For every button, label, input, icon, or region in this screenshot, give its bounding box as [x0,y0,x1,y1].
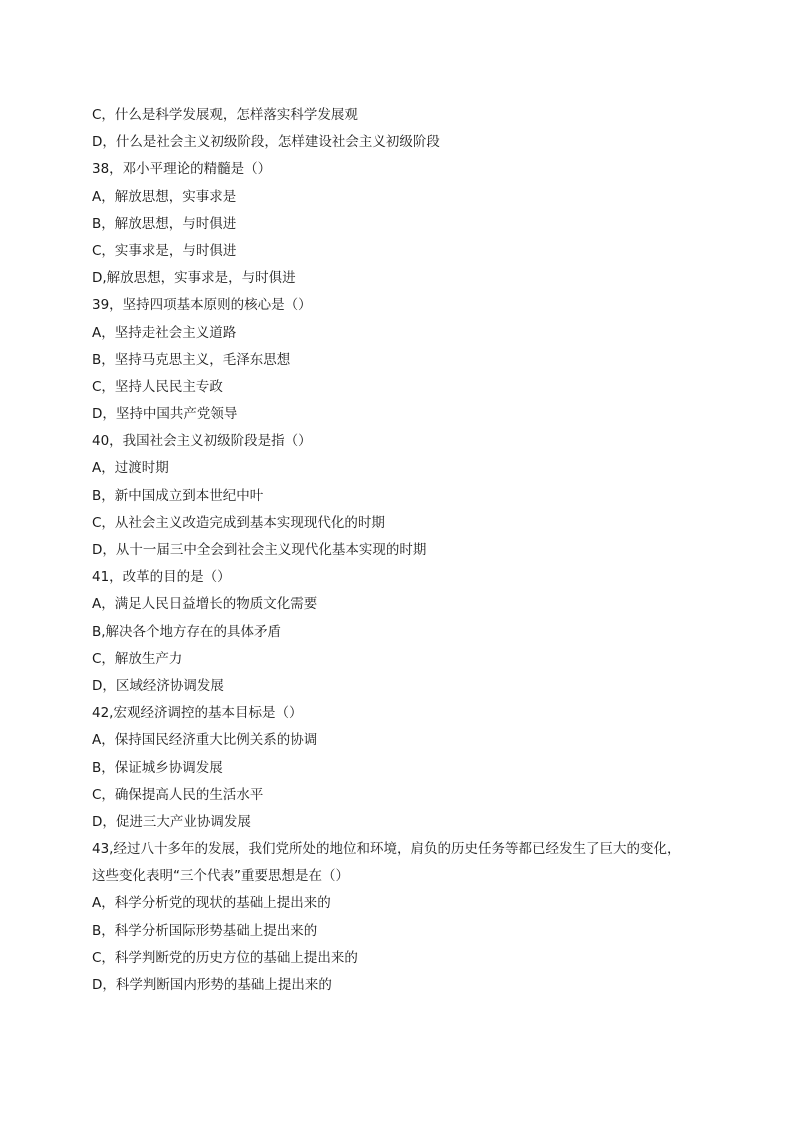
option-line: B，坚持马克思主义，毛泽东思想 [92,351,291,368]
option-line: C，从社会主义改造完成到基本实现现代化的时期 [92,514,385,531]
option-line: D，坚持中国共产党领导 [92,406,238,423]
option-line: D，科学判断国内形势的基础上提出来的 [92,977,332,993]
option-line: D，从十一届三中全会到社会主义现代化基本实现的时期 [92,542,427,558]
option-line: B，解放思想，与时俱进 [92,215,237,232]
option-line: A，满足人民日益增长的物质文化需要 [92,596,318,613]
question-line: 42,宏观经济调控的基本目标是（） [92,705,303,722]
question-line: 41，改革的目的是（） [92,569,231,586]
question-line: 39，坚持四项基本原则的核心是（） [92,297,312,314]
option-line: D，促进三大产业协调发展 [92,813,251,830]
option-line: C，解放生产力 [92,650,183,667]
question-line-continued: 这些变化表明“三个代表”重要思想是在（） [92,868,349,885]
option-line: C，实事求是，与时俱进 [92,242,237,259]
option-line: C，坚持人民民主专政 [92,378,223,395]
option-line: D,解放思想，实事求是，与时俱进 [92,270,296,287]
option-line: B,解决各个地方存在的具体矛盾 [92,623,282,640]
option-line: C，确保提高人民的生活水平 [92,786,264,803]
option-line: A，坚持走社会主义道路 [92,324,237,341]
option-line: B，保证城乡协调发展 [92,759,223,776]
option-line: C，什么是科学发展观，怎样落实科学发展观 [92,107,358,123]
question-line: 40，我国社会主义初级阶段是指（） [92,433,312,450]
option-line: C，科学判断党的历史方位的基础上提出来的 [92,949,358,966]
option-line: A，过渡时期 [92,460,169,477]
option-line: A，解放思想，实事求是 [92,188,237,205]
option-line: B，新中国成立到本世纪中叶 [92,487,264,504]
option-line: D，区域经济协调发展 [92,677,224,694]
option-line: D，什么是社会主义初级阶段，怎样建设社会主义初级阶段 [92,134,440,151]
question-text-block [92,102,712,999]
question-line: 38，邓小平理论的精髓是（） [92,161,272,178]
option-line: B，科学分析国际形势基础上提出来的 [92,922,318,939]
option-line: A，保持国民经济重大比例关系的协调 [92,732,318,749]
question-line: 43,经过八十多年的发展，我们党所处的地位和环境，肩负的历史任务等都已经发生了巨大的变化， [92,841,681,858]
option-line: A，科学分析党的现状的基础上提出来的 [92,895,331,912]
